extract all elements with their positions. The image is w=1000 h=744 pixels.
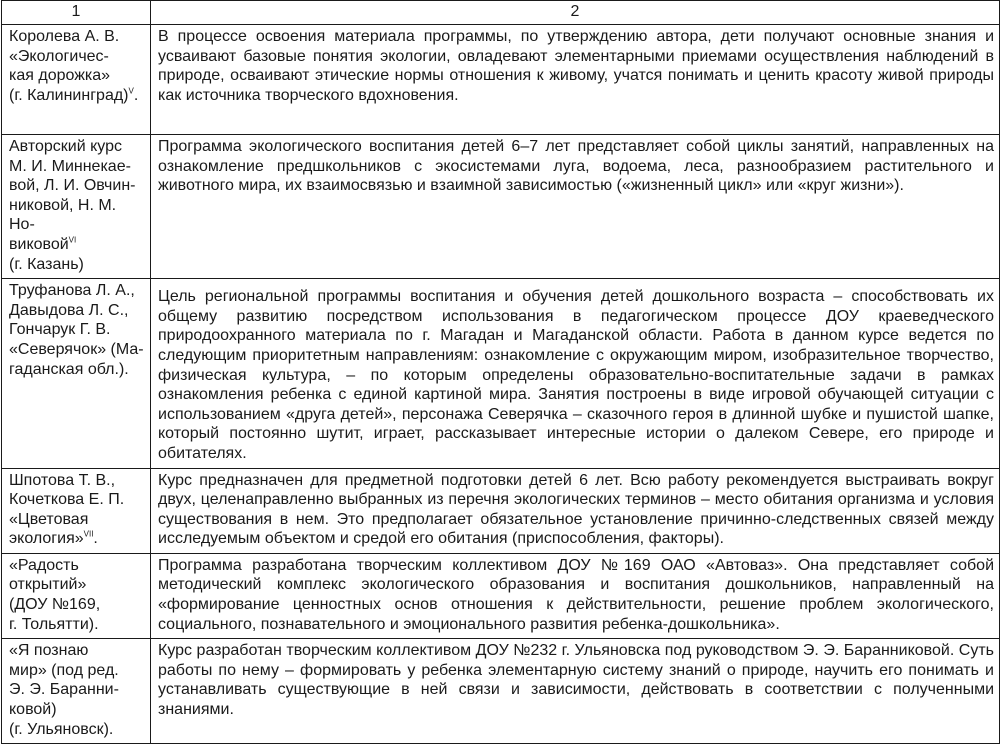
- header-col-2: 2: [151, 1, 1000, 25]
- program-name: «Я познаю мир» (под ред. Э. Э. Баранни- ковой) (г. Ульяновск).: [9, 642, 119, 738]
- program-suffix: .: [93, 530, 98, 548]
- program-cell: [2, 279, 151, 468]
- table-row: [2, 468, 1000, 553]
- program-name: Королева А. В. «Экологичес- кая дорожка» (г. Калининград): [9, 28, 129, 104]
- footnote-marker: VI: [68, 235, 77, 245]
- program-name: Шпотова Т. В., Кочеткова Е. П. «Цветовая экология»: [9, 471, 125, 548]
- program-cell: [2, 135, 151, 279]
- program-name: Труфанова Л. А., Давыдова Л. С., Гончарук Г. В. «Северячок» (Ма- гаданская обл.).: [9, 282, 144, 378]
- program-cell: [2, 468, 151, 553]
- table-row: [2, 553, 1000, 638]
- program-cell: [2, 25, 151, 135]
- program-cell: [2, 639, 151, 744]
- program-name: Авторский курс М. И. Миннекае- вой, Л. И. Овчин- никовой, Н. М. Но- виковой: [9, 138, 136, 253]
- programs-table: [1, 0, 1000, 744]
- table-row: [2, 279, 1000, 468]
- description-cell: Курс разработан творческим коллективом ДОУ №232 г. Ульяновска под руководством Э. Э. Баранниковой. Суть работы по нему – формировать у ребенка элементарную систему знаний о природе, научить его понимать и устанавливать существующие в ней связи и зависимости, действовать в соответствии с полученными знаниями.: [151, 639, 1000, 744]
- footnote-marker: VII: [83, 529, 94, 539]
- program-name: «Радость открытий» (ДОУ №169, г. Тольятти).: [9, 556, 101, 633]
- table-row: [2, 25, 1000, 135]
- description-cell: Программа экологического воспитания детей 6–7 лет представляет собой циклы занятий, направленных на ознакомление предшкольников с экосистемами луга, водоема, леса, разнообразием растительного и животного мира, их взаимосвязью и взаимной зависимостью («жизненный цикл» или «круг жизни»).: [151, 135, 1000, 279]
- program-cell: [2, 553, 151, 638]
- table-row: [2, 135, 1000, 279]
- description-cell: Курс предназначен для предметной подготовки детей 6 лет. Всю работу рекомендуется выстраивать вокруг двух, целенаправленно выбранных из перечня экологических терминов – место обитания организма и условия существования в нем. Это предполагает обязательное установление причинно-следственных связей между исследуемым объектом и средой его обитания (приспособления, факторы).: [151, 468, 1000, 553]
- header-col-1: 1: [2, 1, 151, 25]
- description-cell: В процессе освоения материала программы, по утверждению автора, дети получают основные знания и усваивают базовые понятия экологии, овладевают элементарными приемами осуществления наблюдений в природе, осваивают этические нормы отношения к живому, учатся понимать и ценить красоту живой природы как источника творческого вдохновения.: [151, 25, 1000, 135]
- header-row: [2, 1, 1000, 25]
- program-suffix: .: [133, 86, 139, 104]
- description-cell: Цель региональной программы воспитания и обучения детей дошкольного возраста – способствовать их общему развитию посредством использования в педагогическом процессе ДОУ краеведческого природоохранного материала по г. Магадан и Магаданской области. Работа в данном курсе ведется по следующим приоритетным направлениям: ознакомление с окружающим миром, изобразительное творчество, физическая культура, – по которым определены образовательно-воспитательные задачи в рамках ознакомления ребенка с единой картиной мира. Занятия построены в виде игровой обучающей ситуации с использованием «друга детей», персонажа Северячка – сказочного героя в длинной шубке и пушистой шапке, который постоянно шутит, играет, рассказывает интересные истории о далеком Севере, его природе и обитателях.: [151, 279, 1000, 468]
- program-suffix: (г. Казань): [9, 255, 84, 273]
- description-cell: Программа разработана творческим коллективом ДОУ №169 ОАО «Автоваз». Она представляет собой методический комплекс экологического образования и воспитания дошкольников, направленный на «формирование ценностных основ отношения к действительности, решение проблем экологического, социального, познавательного и эмоционального развития ребенка-дошкольника».: [151, 553, 1000, 638]
- table-row: [2, 639, 1000, 744]
- footnote-marker: V: [128, 86, 134, 96]
